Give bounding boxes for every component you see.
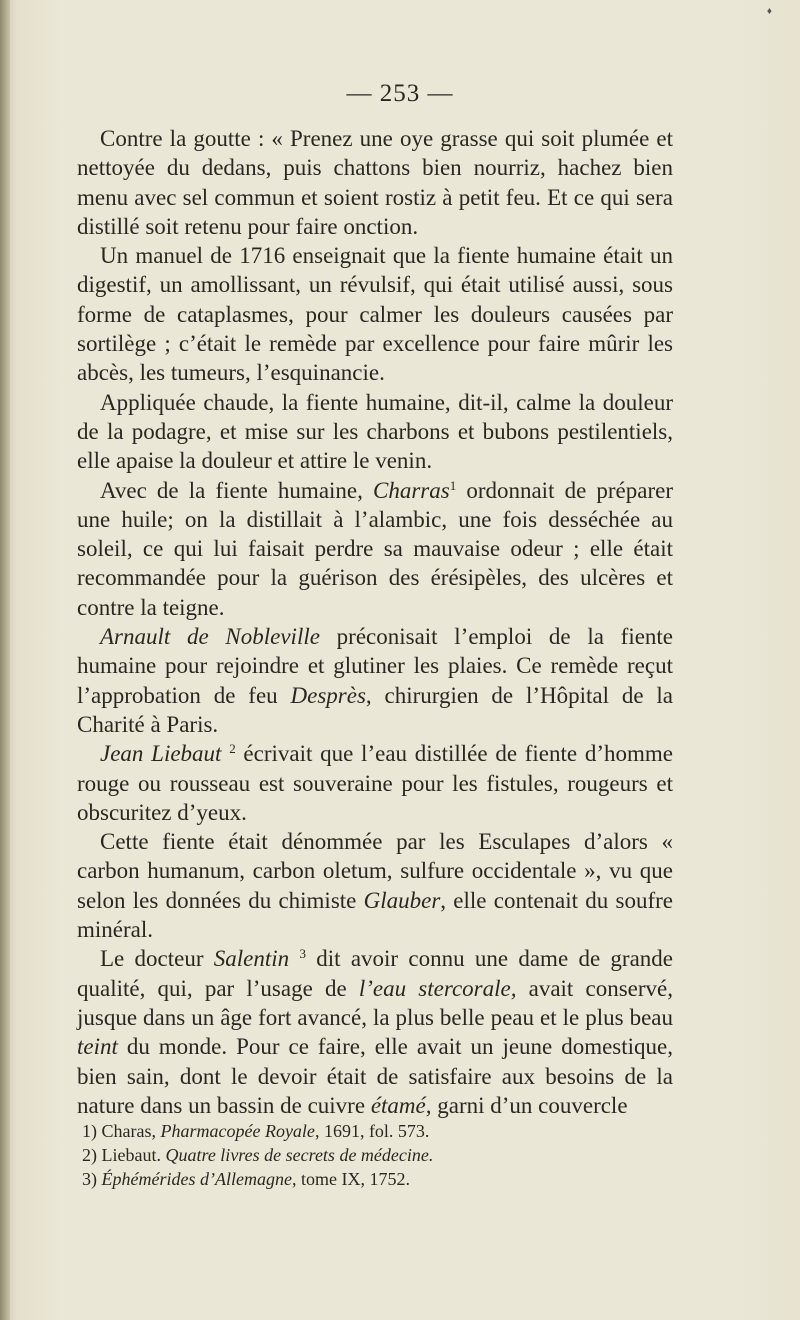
text-run: avait conservé, jusque dans un âge fort avancé, la plus belle peau et le plus beau (77, 975, 673, 1030)
italic-text: Quatre livres de secrets de médecine. (165, 1145, 434, 1165)
italic-text: Pharmacopée Royale (160, 1121, 315, 1141)
italic-text: Jean Liebaut (100, 741, 222, 767)
footnote (82, 1167, 682, 1191)
text-run: ordonnait de préparer une huile; on la distillait à l’alambic, une fois desséchée au soleil, ce qui lui faisait perdre sa mauvaise odeur ; elle était recommandée pour la guérison des érésipèles, des ulcères et contre la teigne. (77, 477, 673, 620)
corner-mark: ♦ (766, 6, 772, 17)
text-run: Liebaut. (101, 1145, 166, 1165)
footnote-marker: 2) (82, 1145, 97, 1165)
page-spine-shadow (0, 0, 10, 1320)
text-run: Contre la goutte : « Prenez une oye grasse qui soit plumée et nettoyée du dedans, puis chattons bien nourriz, hachez bien menu avec sel commun et soient rostiz à petit feu. Et ce qui sera distillé soit retenu pour faire onction. (77, 126, 673, 239)
paragraph (77, 944, 673, 1120)
italic-text: Arnault de Nobleville (100, 624, 320, 650)
italic-text: l’eau stercorale, (358, 975, 517, 1001)
italic-text: Glauber (363, 887, 441, 913)
italic-text: Salentin (213, 946, 290, 972)
footnote (82, 1143, 682, 1167)
text-run: garni d’un couvercle (431, 1092, 628, 1118)
footnote-marker: 1) (82, 1121, 97, 1141)
paragraph (77, 124, 673, 241)
paragraph (77, 739, 673, 827)
text-run: écrivait que l’eau distillée de fiente d’homme rouge ou rousseau est souveraine pour les fistules, rougeurs et obscuritez d’yeux. (77, 741, 674, 825)
text-run: Un manuel de 1716 enseignait que la fiente humaine était un digestif, un amollissant, un révulsif, qui était utilisé aussi, sous forme de cataplasmes, pour calmer les douleurs causées par sortilège ; c’était le remède par excellence pour faire mûrir les abcès, les tumeurs, l’esquinancie. (77, 243, 673, 386)
paragraph (77, 241, 673, 387)
footnote-ref: 2 (229, 741, 236, 757)
text-run: Le docteur (100, 946, 214, 972)
text-run: Charas, (101, 1121, 161, 1141)
text-run: , elle contenait du soufre minéral. (77, 887, 673, 943)
italic-text: Charras (373, 477, 450, 503)
text-run: , chirurgien de l’Hôpital de la Charité à Paris. (77, 682, 674, 737)
text-run: Avec de la fiente humaine, (100, 477, 373, 503)
footnotes (82, 1119, 682, 1191)
footnote-ref: 1 (449, 477, 457, 493)
text-run: du monde. Pour ce faire, elle avait un jeune domestique, bien sain, dont le devoir était de satisfaire aux besoins de la nature dans un bassin de cuivre (77, 1034, 673, 1118)
text-run: Cette fiente était dénommée par les Esculapes d’alors « carbon humanum, carbon oletum, sulfure occidentale », vu que selon les données du chimiste (77, 829, 673, 913)
italic-text: teint (77, 1034, 118, 1060)
text-run: Appliquée chaude, la fiente humaine, dit-il, calme la douleur de la podagre, et mise sur les charbons et bubons pestilentiels, elle apaise la douleur et attire le venin. (77, 389, 673, 474)
text-run: dit avoir connu une dame de grande qualité, qui, par l’usage de (77, 946, 674, 1001)
paragraph (77, 622, 673, 739)
footnote (82, 1119, 682, 1143)
text-run: , 1691, fol. 573. (314, 1121, 430, 1141)
text-run: , tome IX, 1752. (291, 1169, 410, 1189)
italic-text: Desprès (290, 682, 366, 708)
italic-text: Éphémérides d’Allemagne (101, 1169, 292, 1189)
paragraph (77, 388, 673, 476)
footnote-ref: 3 (299, 946, 306, 962)
page-number: — 253 — (346, 80, 454, 107)
paragraph (77, 827, 673, 944)
text-run (289, 946, 299, 971)
text-run: préconisait l’emploi de la fiente humaine pour rejoindre et glutiner les plaies. Ce remède reçut l’approbation de feu (77, 624, 674, 708)
footnote-marker: 3) (82, 1169, 97, 1189)
paragraph (77, 476, 673, 622)
italic-text: étamé, (370, 1092, 432, 1118)
body-text (77, 124, 673, 1120)
